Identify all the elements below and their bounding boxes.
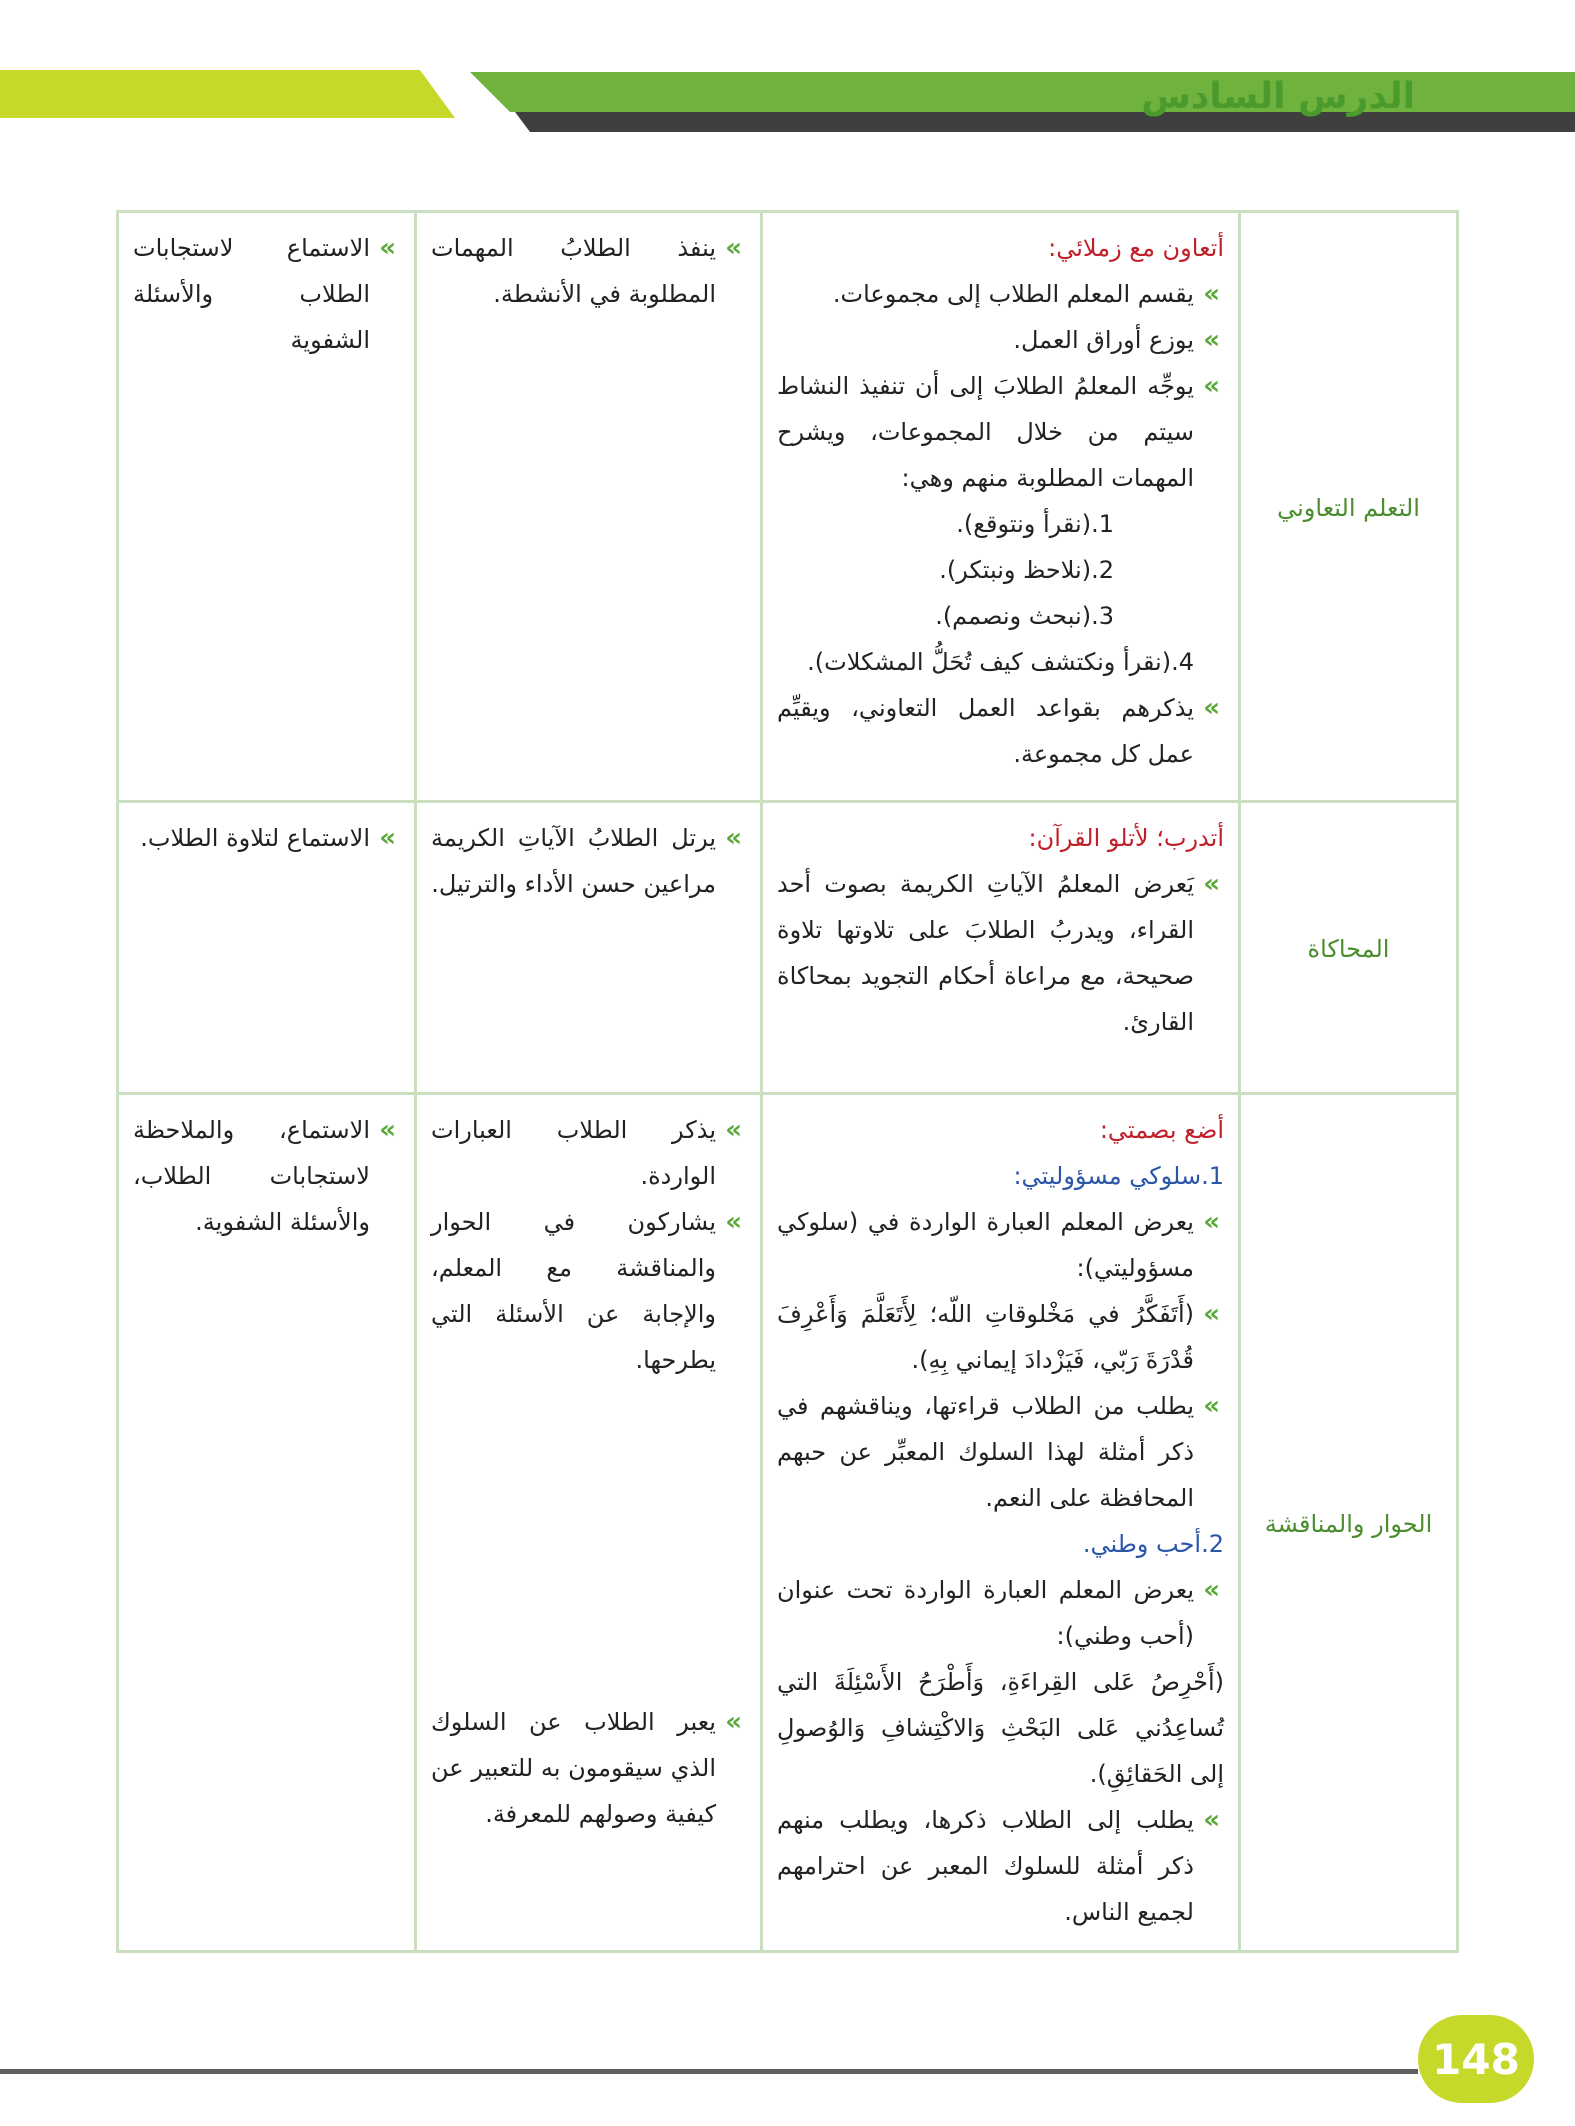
assessment-item: » الاستماع لاستجابات الطلاب والأسئلة الشفوية (133, 225, 400, 363)
step-item: 4.(نقرأ ونكتشف كيف تُحَلُّ المشكلات). (807, 648, 1194, 676)
lesson-plan-table (116, 210, 1459, 1953)
assessment-item: » الاستماع، والملاحظة لاستجابات الطلاب، والأسئلة الشفوية. (133, 1107, 400, 1245)
method-cell: التعلم التعاوني (1240, 212, 1458, 802)
student-item: » يذكر الطلاب العبارات الواردة. (431, 1107, 746, 1199)
teacher-cell (762, 212, 1240, 802)
table-row (118, 1094, 1458, 1952)
student-cell (416, 802, 762, 1094)
header-band (0, 0, 1575, 140)
page-number: 148 (1418, 2015, 1534, 2103)
lesson-title: الدرس السادس (1141, 76, 1415, 117)
assessment-cell (118, 1094, 416, 1952)
activity-title: أضع بصمتي: (1099, 1116, 1224, 1144)
student-cell (416, 1094, 762, 1952)
activity-title: أتدرب؛ لأتلو القرآن: (1028, 824, 1224, 852)
teacher-cell (762, 1094, 1240, 1952)
student-item: » يشاركون في الحوار والمناقشة مع المعلم، والإجابة عن الأسئلة التي يطرحها. (431, 1199, 746, 1383)
student-item: » ينفذ الطلابُ المهمات المطلوبة في الأنشطة. (431, 225, 746, 317)
teacher-item: » يذكرهم بقواعد العمل التعاوني، ويقيِّم عمل كل مجموعة. (777, 685, 1224, 777)
teacher-item: » يوزع أوراق العمل. (777, 317, 1224, 363)
lime-band (0, 70, 455, 118)
teacher-item: » يعرض المعلم العبارة الواردة تحت عنوان (أحب وطني): (777, 1567, 1224, 1659)
teacher-item: » يقسم المعلم الطلاب إلى مجموعات. (777, 271, 1224, 317)
header-shapes (0, 0, 1575, 140)
method-cell: المحاكاة (1240, 802, 1458, 1094)
student-item: » يرتل الطلابُ الآياتِ الكريمة مراعين حسن الأداء والترتيل. (431, 815, 746, 907)
table-row (118, 802, 1458, 1094)
teacher-item: » (أَتَفَكَّرُ في مَخْلوقاتِ اللّه؛ لِأَتَعَلَّمَ وَأَعْرِفَ قُدْرَةَ رَبّي، فَيَزْدادَ إيماني بِهِ). (777, 1291, 1224, 1383)
assessment-item: » الاستماع لتلاوة الطلاب. (133, 815, 400, 861)
teacher-cell (762, 802, 1240, 1094)
spacer (431, 1383, 746, 1699)
teacher-item: » يطلب من الطلاب قراءتها، ويناقشهم في ذكر أمثلة لهذا السلوك المعبِّر عن حبهم المحافظة على النعم. (777, 1383, 1224, 1521)
teacher-item: » يعرض المعلم العبارة الواردة في (سلوكي مسؤوليتي): (777, 1199, 1224, 1291)
teacher-item: » يوجِّه المعلمُ الطلابَ إلى أن تنفيذ النشاط سيتم من خلال المجموعات، ويشرح المهمات المطلوبة منهم وهي: (777, 363, 1224, 501)
step-item: 3.(نبحث ونصمم). (935, 602, 1114, 630)
student-item: » يعبر الطلاب عن السلوك الذي سيقومون به للتعبير عن كيفية وصولهم للمعرفة. (431, 1699, 746, 1837)
table-row (118, 212, 1458, 802)
assessment-cell (118, 802, 416, 1094)
teacher-item: » يطلب إلى الطلاب ذكرها، ويطلب منهم ذكر أمثلة للسلوك المعبر عن احترامهم لجميع الناس. (777, 1797, 1224, 1935)
method-cell: الحوار والمناقشة (1240, 1094, 1458, 1952)
subsection-title: 2.أحب وطني. (1082, 1530, 1224, 1558)
step-item: 1.(نقرأ ونتوقع). (956, 510, 1114, 538)
step-item: 2.(نلاحظ ونبتكر). (939, 556, 1114, 584)
subsection-title: 1.سلوكي مسؤوليتي: (1013, 1162, 1224, 1190)
activity-title: أتعاون مع زملائي: (1048, 234, 1224, 262)
student-cell (416, 212, 762, 802)
quote-text: (أَحْرِصُ عَلى القِراءَةِ، وَأَطْرَحُ الأَسْئِلَةَ التي تُساعِدُني عَلى البَحْثِ وَالاكْتِشافِ وَالوُصولِ إلى الحَقائِقِ). (777, 1668, 1224, 1788)
footer-line (0, 2069, 1418, 2074)
assessment-cell (118, 212, 416, 802)
teacher-item: » يَعرض المعلمُ الآياتِ الكريمة بصوت أحد القراء، ويدربُ الطلابَ على تلاوتها تلاوة صحيحة، مع مراعاة أحكام التجويد بمحاكاة القارئ. (777, 861, 1224, 1045)
